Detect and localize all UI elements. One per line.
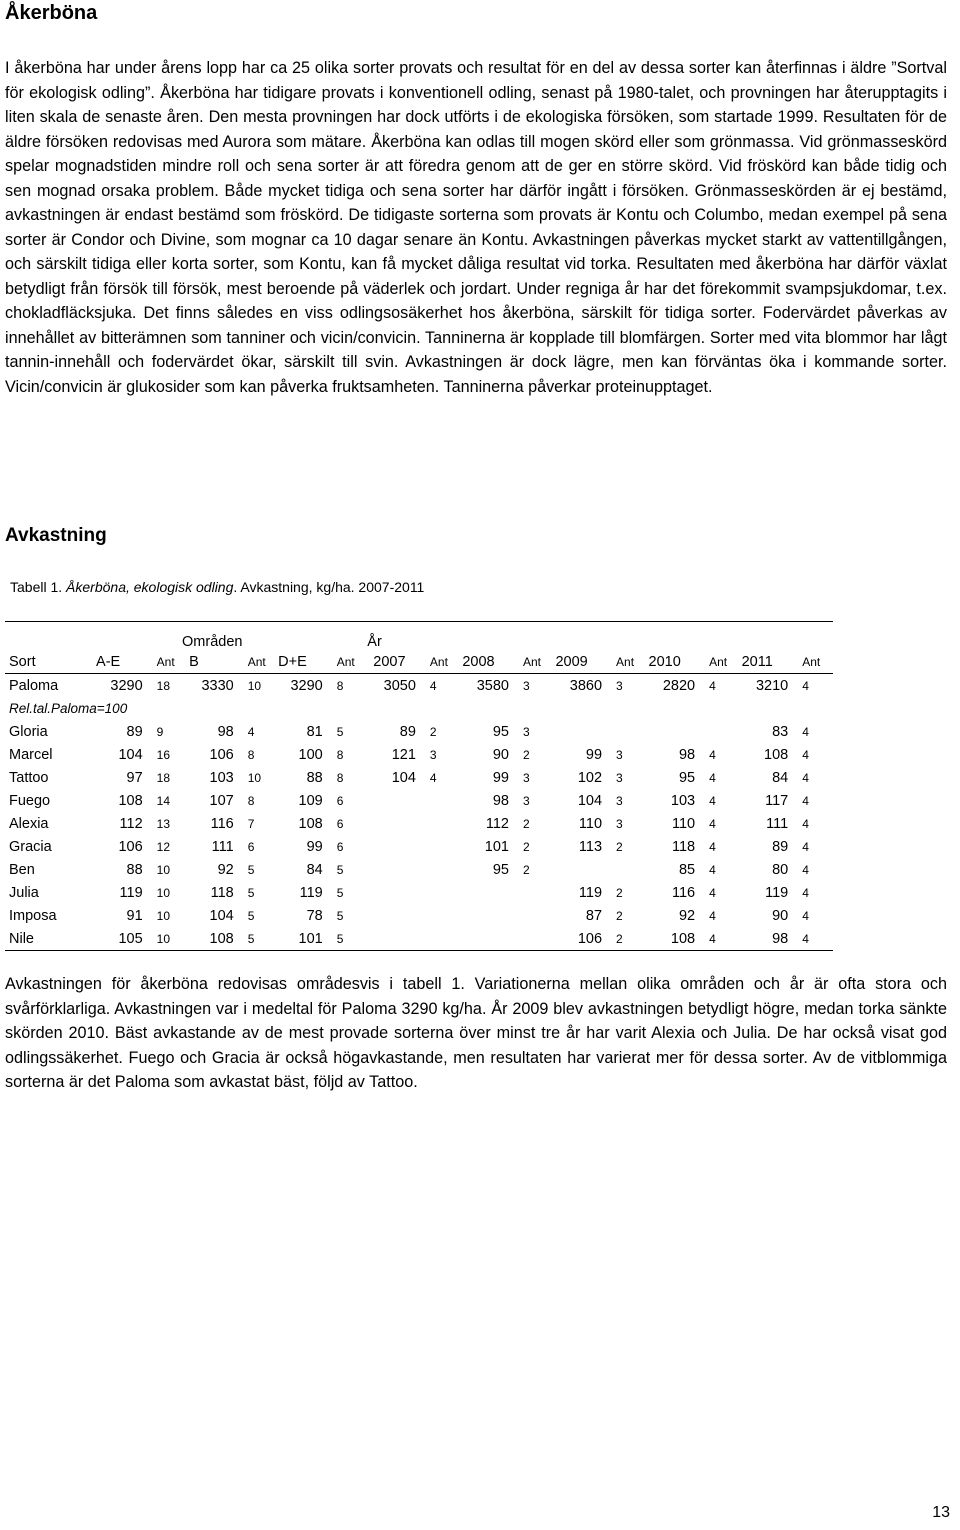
trial-count-cell: 16 bbox=[156, 747, 170, 762]
trial-count-cell bbox=[511, 904, 551, 927]
caption-italic: Åkerböna, ekologisk odling bbox=[66, 579, 234, 595]
sort-name-cell: Ben bbox=[9, 861, 35, 878]
sort-name-cell: Gloria bbox=[9, 723, 48, 740]
table-row-base bbox=[5, 674, 833, 698]
yield-value-cell: 117 bbox=[765, 792, 789, 809]
yield-value-cell: 2820 bbox=[662, 677, 696, 694]
yield-value-cell: 3290 bbox=[290, 677, 323, 694]
yield-value-cell: 119 bbox=[765, 884, 789, 901]
trial-count-cell: 4 bbox=[802, 839, 809, 854]
trial-count-cell: 8 bbox=[336, 770, 344, 785]
yield-value-cell: 91 bbox=[126, 907, 143, 924]
yield-value-cell: 108 bbox=[118, 792, 143, 809]
yield-value-cell: 104 bbox=[577, 792, 603, 809]
yield-value-cell: 88 bbox=[126, 861, 143, 878]
table-row bbox=[5, 927, 833, 951]
yield-value-cell: 113 bbox=[578, 838, 603, 855]
trial-count-cell bbox=[604, 720, 644, 743]
yield-value-cell: 3860 bbox=[569, 677, 603, 694]
yield-value-cell: 108 bbox=[185, 927, 236, 951]
yield-value-cell: 89 bbox=[772, 838, 789, 855]
trial-count-cell: 3 bbox=[616, 770, 623, 785]
yield-value-cell: 103 bbox=[670, 792, 696, 809]
yield-value-cell bbox=[645, 720, 698, 743]
reltal-row bbox=[5, 697, 833, 720]
table-row bbox=[5, 835, 833, 858]
yield-value-cell: 112 bbox=[119, 815, 143, 832]
yield-value-cell: 95 bbox=[492, 861, 509, 878]
trial-count-cell: 10 bbox=[156, 885, 170, 900]
sort-name-cell: Paloma bbox=[9, 677, 59, 694]
trial-count-cell bbox=[418, 835, 458, 858]
column-header-ant: Ant bbox=[511, 650, 551, 674]
table-row bbox=[5, 720, 833, 743]
trial-count-cell bbox=[418, 927, 458, 951]
yield-value-cell: 90 bbox=[492, 746, 509, 763]
trial-count-cell: 4 bbox=[802, 816, 809, 831]
yield-value-cell: 107 bbox=[209, 792, 234, 809]
trial-count-cell: 7 bbox=[247, 816, 255, 831]
table-row bbox=[5, 743, 833, 766]
trial-count-cell: 2 bbox=[522, 747, 530, 762]
yield-value-cell bbox=[365, 858, 418, 881]
yield-value-cell: 101 bbox=[484, 838, 509, 855]
yield-value-cell: 95 bbox=[678, 769, 696, 786]
section-heading: Avkastning bbox=[5, 525, 107, 546]
column-header-ant: Ant bbox=[325, 650, 366, 674]
trial-count-cell: 2 bbox=[604, 927, 644, 951]
table-group-header-row bbox=[5, 622, 833, 651]
trial-count-cell: 4 bbox=[802, 862, 809, 877]
yield-value-cell: 111 bbox=[766, 815, 789, 832]
column-header-ant: Ant bbox=[418, 650, 458, 674]
trial-count-cell: 14 bbox=[156, 793, 170, 808]
trial-count-cell: 2 bbox=[522, 816, 530, 831]
trial-count-cell: 5 bbox=[247, 885, 255, 900]
yield-value-cell bbox=[365, 881, 418, 904]
trial-count-cell: 2 bbox=[522, 862, 530, 877]
yield-value-cell bbox=[458, 927, 511, 951]
yield-value-cell: 98 bbox=[217, 723, 234, 740]
column-header-b: B bbox=[185, 650, 236, 674]
yield-value-cell bbox=[365, 835, 418, 858]
sort-name-cell: Julia bbox=[9, 884, 39, 901]
yield-value-cell: 97 bbox=[126, 769, 143, 786]
yield-value-cell: 3290 bbox=[110, 677, 143, 694]
sort-name-cell: Alexia bbox=[9, 815, 49, 832]
trial-count-cell: 4 bbox=[790, 927, 833, 951]
yield-value-cell bbox=[365, 904, 418, 927]
trial-count-cell: 2 bbox=[616, 885, 623, 900]
yield-value-cell: 106 bbox=[551, 927, 604, 951]
trial-count-cell bbox=[418, 904, 458, 927]
yield-value-cell: 102 bbox=[577, 769, 603, 786]
trial-count-cell: 5 bbox=[247, 908, 255, 923]
yield-value-cell: 92 bbox=[678, 907, 696, 924]
trial-count-cell: 4 bbox=[802, 724, 809, 739]
trial-count-cell: 8 bbox=[336, 747, 344, 762]
column-header-a-e: A-E bbox=[92, 650, 145, 674]
yield-value-cell: 105 bbox=[92, 927, 145, 951]
yield-value-cell bbox=[458, 904, 511, 927]
trial-count-cell: 3 bbox=[522, 724, 530, 739]
trial-count-cell: 2 bbox=[616, 839, 623, 854]
trial-count-cell: 10 bbox=[247, 770, 262, 785]
yield-value-cell: 84 bbox=[772, 769, 789, 786]
column-header-2010: 2010 bbox=[645, 650, 698, 674]
yield-value-cell: 111 bbox=[211, 838, 234, 855]
table-caption bbox=[10, 579, 424, 595]
reltal-label: Rel.tal.Paloma=100 bbox=[9, 701, 128, 716]
trial-count-cell: 8 bbox=[336, 678, 344, 693]
yield-value-cell: 101 bbox=[276, 927, 325, 951]
yield-value-cell: 84 bbox=[306, 861, 323, 878]
trial-count-cell: 5 bbox=[236, 927, 276, 951]
intro-paragraph: I åkerböna har under årens lopp har ca 25 olika sorter provats och resultat för en del av dessa sorter kan återfinnas i äldre ”Sortval för ekologisk odling”. Åkerböna har tidigare provats i konventionell odling, senast på 1980-talet, och provningen har återupptagits i liten skala de senaste åren. Den mesta provningen har dock utförts i de ekologiska försöken, som startade 1999. Resultaten för de äldre försöken redovisas med Aurora som mätare. Åkerböna kan odlas till mogen skörd eller som grönmassa. Vid grönmasseskörd spelar mognadstiden mindre roll och sena sorter är att föredra genom att de ger en större skörd. Vid fröskörd kan både tidig och sen mognad orsaka problem. Både mycket tidiga och sena sorter har därför ingått i försöken. Grönmasseskörden är ej bestämd, avkastningen är endast bestämd som fröskörd. De tidigaste sorterna som provats är Kontu och Columbo, medan exempel på sena sorter är Condor och Divine, som mognar ca 10 dagar senare än Kontu. Avkastningen påverkas mycket starkt av vattentillgången, och särskilt tidiga eller korta sorter, som Kontu, kan få mycket dåliga resultat vid torka. Resultaten med åkerböna har därför växlat betydligt från försök till försök, mest beroende på väderlek och jordart. Under regniga år har det förekommit svampsjukdomar, t.ex. chokladfläcksjuka. Det finns således en viss odlingsosäkerhet hos åkerböna, särskilt för tidiga sorter. Fodervärdet påverkas av innehållet av bitterämnen som tanniner och vicin/convicin. Tanninerna är kopplade till blomfärgen. Sorter med vita blommor har lågt tannin-innehåll och fodervärdet ökar, särskilt till svin. Avkastningen är dock lägre, men kan förväntas öka i kommande sorter. Vicin/convicin är glukosider som kan påverka fruktsamheten. Tanninerna påverkar proteinupptaget. bbox=[5, 59, 947, 396]
trial-count-cell bbox=[418, 881, 458, 904]
trial-count-cell: 3 bbox=[522, 678, 530, 693]
trial-count-cell: 3 bbox=[429, 747, 437, 762]
trial-count-cell: 4 bbox=[709, 747, 716, 762]
yield-value-cell: 78 bbox=[306, 907, 323, 924]
yield-value-cell: 95 bbox=[492, 723, 509, 740]
sort-name-cell: Gracia bbox=[9, 838, 52, 855]
page-number: 13 bbox=[932, 1504, 950, 1521]
yield-value-cell bbox=[365, 812, 418, 835]
column-header-d-e: D+E bbox=[276, 650, 325, 674]
sort-name-cell: Fuego bbox=[9, 792, 51, 809]
trial-count-cell bbox=[511, 927, 551, 951]
trial-count-cell: 4 bbox=[429, 770, 437, 785]
trial-count-cell: 6 bbox=[247, 839, 255, 854]
column-header-ant: Ant bbox=[697, 650, 737, 674]
trial-count-cell: 6 bbox=[336, 839, 344, 854]
table-row bbox=[5, 812, 833, 835]
trial-count-cell bbox=[418, 858, 458, 881]
trial-count-cell: 8 bbox=[247, 747, 255, 762]
page-title: Åkerböna bbox=[5, 2, 98, 24]
yield-value-cell: 89 bbox=[399, 723, 416, 740]
trial-count-cell: 5 bbox=[336, 908, 344, 923]
yield-value-cell: 3050 bbox=[383, 677, 416, 694]
trial-count-cell: 10 bbox=[156, 908, 170, 923]
table-row bbox=[5, 858, 833, 881]
yield-value-cell: 98 bbox=[678, 746, 696, 763]
group-header-omraden: Områden bbox=[92, 622, 365, 651]
trial-count-cell: 5 bbox=[336, 724, 344, 739]
column-header-ant: Ant bbox=[236, 650, 276, 674]
column-header-2008: 2008 bbox=[458, 650, 511, 674]
trial-count-cell: 3 bbox=[616, 678, 623, 693]
yield-value-cell: 104 bbox=[118, 746, 143, 763]
yield-value-cell bbox=[458, 881, 511, 904]
trial-count-cell: 6 bbox=[336, 793, 344, 808]
trial-count-cell: 4 bbox=[802, 678, 809, 693]
table-row bbox=[5, 904, 833, 927]
trial-count-cell: 4 bbox=[802, 747, 809, 762]
yield-table bbox=[5, 621, 833, 951]
trial-count-cell: 4 bbox=[709, 885, 716, 900]
column-header-ant: Ant bbox=[790, 650, 833, 674]
trial-count-cell: 4 bbox=[709, 839, 716, 854]
yield-value-cell: 83 bbox=[772, 723, 789, 740]
yield-value-cell: 85 bbox=[678, 861, 696, 878]
trial-count-cell: 3 bbox=[616, 793, 623, 808]
trial-count-cell: 10 bbox=[145, 927, 185, 951]
yield-value-cell: 119 bbox=[578, 884, 603, 901]
yield-value-cell bbox=[365, 927, 418, 951]
trial-count-cell bbox=[697, 720, 737, 743]
yield-value-cell: 121 bbox=[391, 746, 416, 763]
yield-value-cell: 3580 bbox=[476, 677, 509, 694]
sort-name-cell: Nile bbox=[5, 927, 92, 951]
trial-count-cell: 18 bbox=[156, 770, 170, 785]
trial-count-cell: 5 bbox=[336, 885, 344, 900]
yield-value-cell: 89 bbox=[126, 723, 143, 740]
yield-value-cell bbox=[551, 720, 604, 743]
yield-value-cell: 99 bbox=[306, 838, 323, 855]
yield-value-cell: 98 bbox=[738, 927, 791, 951]
trial-count-cell: 4 bbox=[697, 927, 737, 951]
yield-value-cell: 99 bbox=[585, 746, 603, 763]
table-row bbox=[5, 789, 833, 812]
yield-value-cell: 108 bbox=[645, 927, 698, 951]
trial-count-cell: 4 bbox=[429, 678, 437, 693]
column-header-2007: 2007 bbox=[365, 650, 418, 674]
trial-count-cell: 13 bbox=[156, 816, 170, 831]
trial-count-cell bbox=[418, 789, 458, 812]
yield-value-cell: 92 bbox=[217, 861, 234, 878]
table-column-header-row bbox=[5, 650, 833, 674]
trial-count-cell: 4 bbox=[247, 724, 255, 739]
column-header-2011: 2011 bbox=[738, 650, 791, 674]
yield-value-cell: 118 bbox=[672, 838, 696, 855]
trial-count-cell: 4 bbox=[802, 908, 809, 923]
yield-value-cell: 108 bbox=[298, 815, 323, 832]
trial-count-cell: 4 bbox=[709, 770, 716, 785]
yield-value-cell: 88 bbox=[306, 769, 323, 786]
column-header-ant: Ant bbox=[604, 650, 644, 674]
yield-value-cell: 81 bbox=[306, 723, 323, 740]
yield-value-cell: 110 bbox=[578, 815, 603, 832]
yield-value-cell: 98 bbox=[492, 792, 509, 809]
trial-count-cell: 3 bbox=[616, 816, 623, 831]
trial-count-cell: 6 bbox=[336, 816, 344, 831]
trial-count-cell: 5 bbox=[336, 862, 344, 877]
table-row bbox=[5, 881, 833, 904]
yield-value-cell: 109 bbox=[298, 792, 323, 809]
trial-count-cell: 4 bbox=[709, 793, 716, 808]
trial-count-cell: 4 bbox=[802, 770, 809, 785]
trial-count-cell: 5 bbox=[325, 927, 366, 951]
trial-count-cell: 10 bbox=[247, 678, 262, 693]
trial-count-cell: 4 bbox=[802, 885, 809, 900]
trial-count-cell: 9 bbox=[156, 724, 164, 739]
trial-count-cell bbox=[511, 881, 551, 904]
sort-name-cell: Imposa bbox=[9, 907, 57, 924]
yield-value-cell: 119 bbox=[119, 884, 143, 901]
yield-value-cell bbox=[551, 858, 604, 881]
column-header-ant: Ant bbox=[145, 650, 185, 674]
yield-value-cell: 3330 bbox=[201, 677, 234, 694]
group-header-ar: År bbox=[365, 622, 833, 651]
trial-count-cell: 12 bbox=[156, 839, 170, 854]
trial-count-cell: 4 bbox=[709, 862, 716, 877]
trial-count-cell bbox=[604, 858, 644, 881]
column-header-sort: Sort bbox=[5, 650, 92, 674]
trial-count-cell: 2 bbox=[616, 908, 623, 923]
yield-value-cell: 106 bbox=[118, 838, 143, 855]
yield-value-cell: 99 bbox=[492, 769, 509, 786]
trial-count-cell: 5 bbox=[247, 862, 255, 877]
yield-value-cell: 118 bbox=[210, 884, 234, 901]
trial-count-cell bbox=[418, 812, 458, 835]
yield-value-cell: 3210 bbox=[755, 677, 789, 694]
trial-count-cell: 4 bbox=[709, 816, 716, 831]
yield-value-cell: 108 bbox=[764, 746, 789, 763]
result-paragraph: Avkastningen för åkerböna redovisas områdesvis i tabell 1. Variationerna mellan olika områden och år är ofta stora och svårförklarliga. Avkastningen var i medeltal för Paloma 3290 kg/ha. År 2009 blev avkastningen betydligt högre, medan torka sänkte skörden 2010. Bäst avkastande av de mest provade sorterna över minst tre år har varit Alexia och Julia. De har också visat god odlingssäkerhet. Fuego och Gracia är också högavkastande, men resultaten har varierat mer för dessa sorter. Av de vitblommiga sorterna är det Paloma som avkastat bäst, följd av Tattoo. bbox=[5, 975, 947, 1091]
sort-name-cell: Marcel bbox=[9, 746, 53, 763]
table-row bbox=[5, 766, 833, 789]
yield-value-cell: 104 bbox=[391, 769, 416, 786]
yield-value-cell: 112 bbox=[485, 815, 509, 832]
sort-name-cell: Tattoo bbox=[9, 769, 49, 786]
trial-count-cell: 2 bbox=[522, 839, 530, 854]
trial-count-cell: 3 bbox=[616, 747, 623, 762]
yield-value-cell: 106 bbox=[209, 746, 234, 763]
yield-value-cell: 103 bbox=[209, 769, 234, 786]
trial-count-cell: 3 bbox=[522, 793, 530, 808]
yield-value-cell: 116 bbox=[672, 884, 696, 901]
yield-value-cell: 100 bbox=[298, 746, 323, 763]
yield-value-cell bbox=[365, 789, 418, 812]
yield-value-cell: 116 bbox=[210, 815, 234, 832]
trial-count-cell: 10 bbox=[156, 862, 170, 877]
trial-count-cell: 8 bbox=[247, 793, 255, 808]
caption-suffix: . Avkastning, kg/ha. 2007-2011 bbox=[233, 579, 425, 595]
trial-count-cell: 4 bbox=[802, 793, 809, 808]
yield-value-cell: 87 bbox=[585, 907, 603, 924]
trial-count-cell: 18 bbox=[156, 678, 170, 693]
column-header-2009: 2009 bbox=[551, 650, 604, 674]
yield-value-cell: 110 bbox=[672, 815, 696, 832]
caption-prefix: Tabell 1. bbox=[10, 579, 67, 595]
yield-value-cell: 104 bbox=[209, 907, 234, 924]
trial-count-cell: 4 bbox=[709, 908, 716, 923]
yield-value-cell: 80 bbox=[772, 861, 789, 878]
trial-count-cell: 4 bbox=[709, 678, 716, 693]
yield-value-cell: 119 bbox=[299, 884, 323, 901]
trial-count-cell: 3 bbox=[522, 770, 530, 785]
yield-value-cell: 90 bbox=[772, 907, 789, 924]
trial-count-cell: 2 bbox=[429, 724, 437, 739]
